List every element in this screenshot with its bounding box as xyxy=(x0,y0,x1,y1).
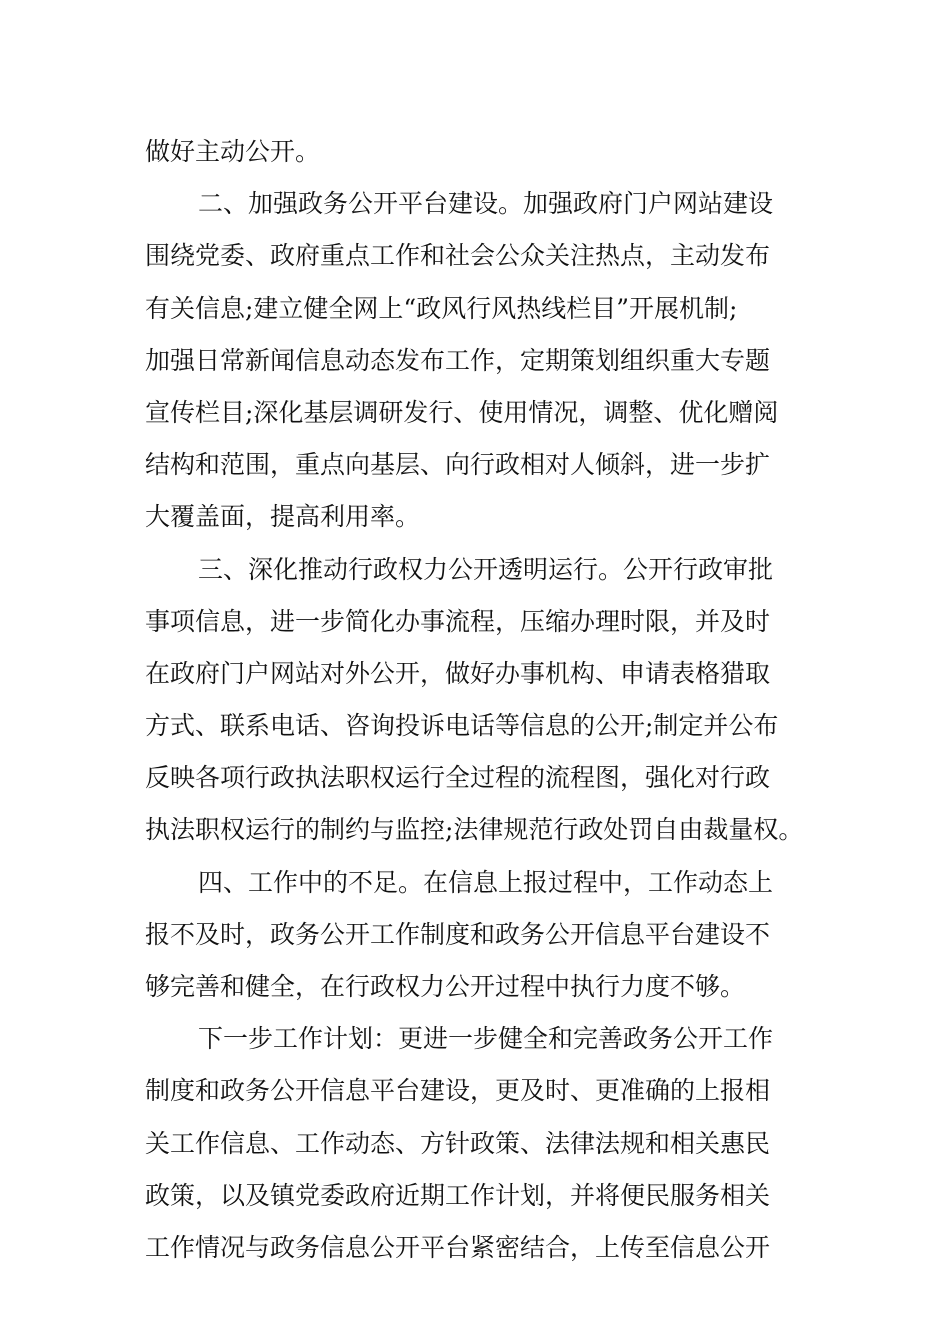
text-line: 反映各项行政执法职权运行全过程的流程图，强化对行政 xyxy=(145,763,771,793)
document-body xyxy=(145,126,815,1274)
text-line: 工作情况与政务信息公开平台紧密结合，上传至信息公开 xyxy=(145,1232,771,1262)
text-line: 方式、联系电话、咨询投诉电话等信息的公开;制定并公布 xyxy=(145,711,779,741)
text-line: 大覆盖面，提高利用率。 xyxy=(145,502,421,532)
text-line: 报不及时，政务公开工作制度和政务公开信息平台建设不 xyxy=(145,919,771,949)
text-line: 够完善和健全，在行政权力公开过程中执行力度不够。 xyxy=(145,972,746,1001)
text-line: 事项信息，进一步简化办事流程，压缩办理时限，并及时 xyxy=(145,606,771,636)
text-line: 结构和范围，重点向基层、向行政相对人倾斜，进一步扩 xyxy=(145,450,771,480)
text-line: 关工作信息、工作动态、方针政策、法律法规和相关惠民 xyxy=(145,1128,771,1158)
text-line: 在政府门户网站对外公开，做好办事机构、申请表格猎取 xyxy=(145,658,771,688)
text-line: 执法职权运行的制约与监控;法律规范行政处罚自由裁量权。 xyxy=(145,815,804,845)
paragraph-2-start: 二、加强政务公开平台建设。加强政府门户网站建设 xyxy=(198,189,774,219)
text-line: 制度和政务公开信息平台建设，更及时、更准确的上报相 xyxy=(145,1076,771,1106)
text-line: 宣传栏目;深化基层调研发行、使用情况，调整、优化赠阅 xyxy=(145,397,779,427)
text-line: 政策，以及镇党委政府近期工作计划，并将便民服务相关 xyxy=(145,1180,771,1210)
paragraph-4-start: 四、工作中的不足。在信息上报过程中，工作动态上 xyxy=(198,867,774,897)
paragraph-3-start: 三、深化推动行政权力公开透明运行。公开行政审批 xyxy=(198,554,774,584)
text-line: 围绕党委、政府重点工作和社会公众关注热点，主动发布 xyxy=(145,241,771,271)
paragraph-5-start: 下一步工作计划：更进一步健全和完善政务公开工作 xyxy=(198,1024,774,1054)
text-line: 有关信息;建立健全网上“政风行风热线栏目”开展机制; xyxy=(145,293,738,323)
text-line: 做好主动公开。 xyxy=(145,137,321,166)
text-line: 加强日常新闻信息动态发布工作，定期策划组织重大专题 xyxy=(145,345,771,375)
